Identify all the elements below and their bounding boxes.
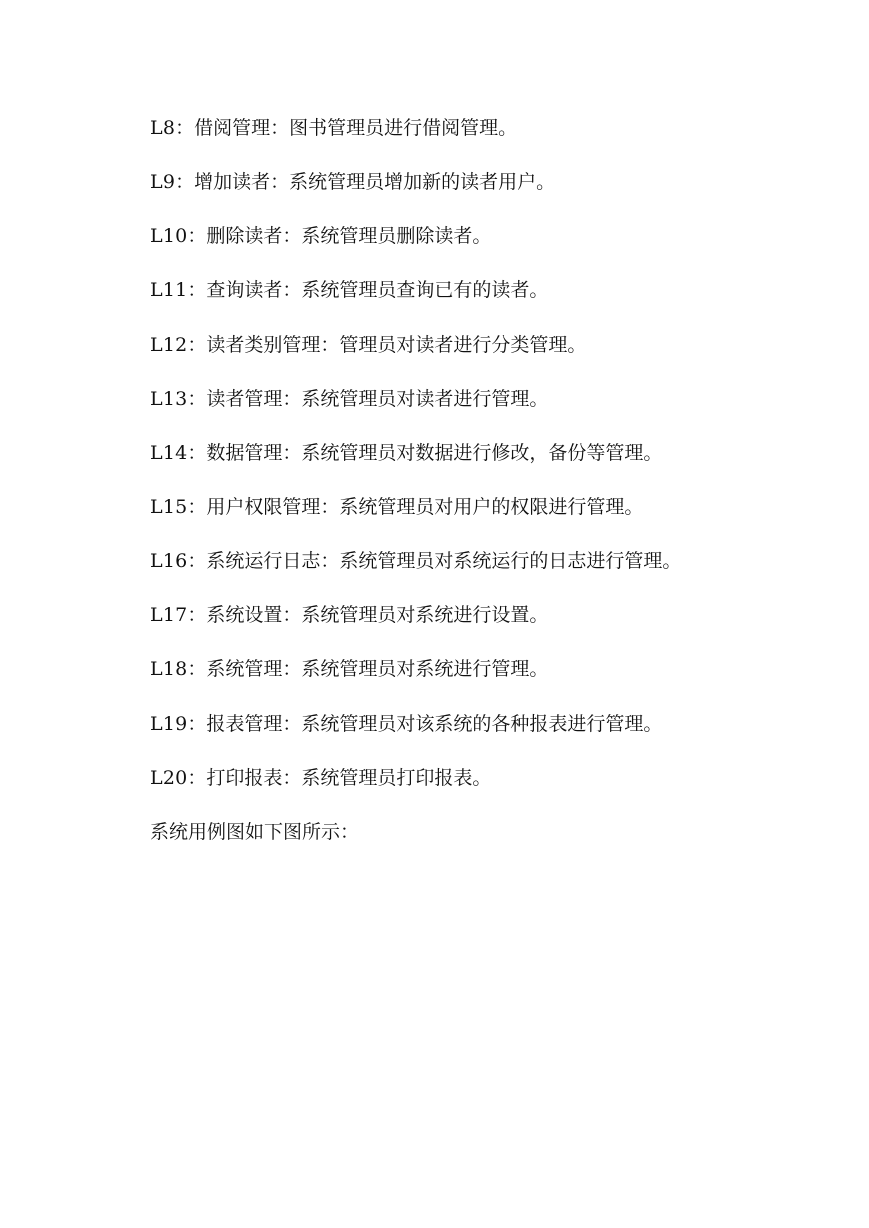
item-code: L8 xyxy=(150,117,176,139)
item-text: ：删除读者：系统管理员删除读者。 xyxy=(187,225,492,248)
item-code: L13 xyxy=(150,387,188,410)
item-text: ：系统管理：系统管理员对系统进行管理。 xyxy=(187,658,549,681)
item-text: ：打印报表：系统管理员打印报表。 xyxy=(187,766,492,789)
item-code: L14 xyxy=(150,441,188,464)
item-code: L16 xyxy=(150,550,188,573)
item-code: L17 xyxy=(150,604,188,627)
list-item xyxy=(150,547,790,575)
document-body xyxy=(150,114,790,872)
item-code: L20 xyxy=(150,766,188,789)
item-text: ：借阅管理：图书管理员进行借阅管理。 xyxy=(175,117,518,139)
item-code: L9 xyxy=(150,171,176,194)
list-item xyxy=(150,276,790,304)
item-text: ：系统运行日志：系统管理员对系统运行的日志进行管理。 xyxy=(187,550,682,573)
item-code: L15 xyxy=(150,495,188,518)
item-code: L11 xyxy=(150,279,188,302)
list-item xyxy=(150,168,790,196)
item-text: ：用户权限管理：系统管理员对用户的权限进行管理。 xyxy=(187,495,644,518)
item-text: ：数据管理：系统管理员对数据进行修改，备份等管理。 xyxy=(187,441,663,464)
list-item xyxy=(150,601,790,629)
item-text: ：系统设置：系统管理员对系统进行设置。 xyxy=(187,604,549,627)
item-text: ：增加读者：系统管理员增加新的读者用户。 xyxy=(175,171,556,194)
item-code: L10 xyxy=(150,225,188,248)
item-code: L12 xyxy=(150,333,188,356)
list-item xyxy=(150,331,790,359)
list-item xyxy=(150,764,790,792)
item-text: ：查询读者：系统管理员查询已有的读者。 xyxy=(187,279,549,302)
list-item xyxy=(150,655,790,683)
closing-line: 系统用例图如下图所示： xyxy=(150,820,360,843)
list-item xyxy=(150,114,790,142)
item-code: L19 xyxy=(150,712,188,735)
item-text: ：读者类别管理：管理员对读者进行分类管理。 xyxy=(187,333,587,356)
list-item xyxy=(150,710,790,738)
list-item xyxy=(150,385,790,413)
item-code: L18 xyxy=(150,658,188,681)
item-text: ：报表管理：系统管理员对该系统的各种报表进行管理。 xyxy=(187,712,663,735)
item-text: ：读者管理：系统管理员对读者进行管理。 xyxy=(187,387,549,410)
list-item xyxy=(150,439,790,467)
list-item xyxy=(150,222,790,250)
list-item xyxy=(150,493,790,521)
